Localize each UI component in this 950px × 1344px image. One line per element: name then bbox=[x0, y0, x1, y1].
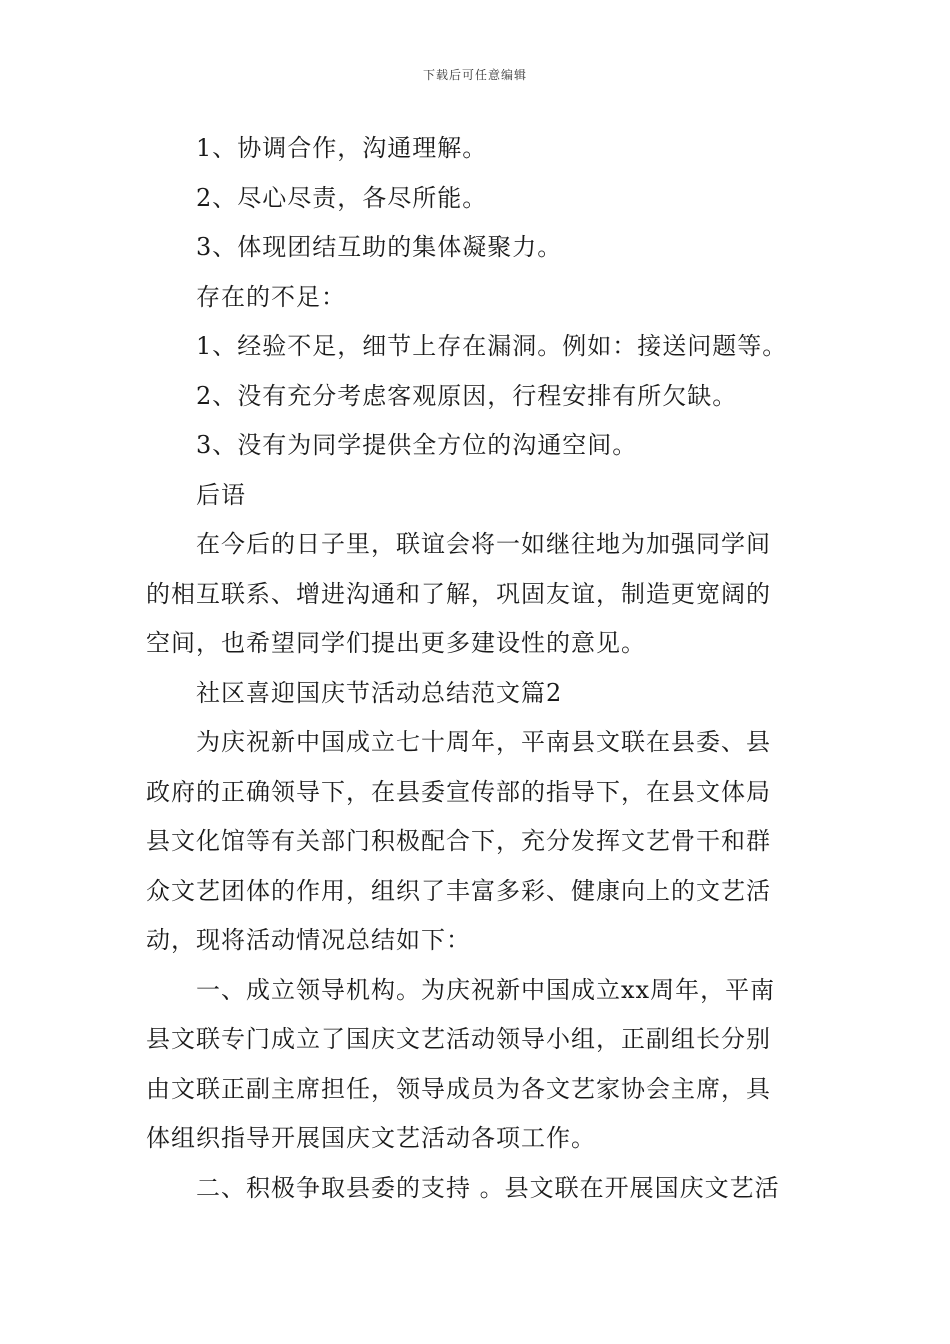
text-line: 县文化馆等有关部门积极配合下，充分发挥文艺骨干和群 bbox=[146, 827, 771, 855]
text-line: 3、没有为同学提供全方位的沟通空间。 bbox=[196, 431, 638, 459]
text-line: 县文联专门成立了国庆文艺活动领导小组，正副组长分别 bbox=[146, 1025, 771, 1053]
text-line: 2、没有充分考虑客观原因，行程安排有所欠缺。 bbox=[196, 381, 738, 410]
page-header-note: 下载后可任意编辑 bbox=[422, 68, 527, 82]
text-line: 2、尽心尽责，各尽所能。 bbox=[196, 183, 488, 212]
text-line: 众文艺团体的作用，组织了丰富多彩、健康向上的文艺活 bbox=[146, 876, 771, 905]
text-line: 在今后的日子里，联谊会将一如继往地为加强同学间 bbox=[196, 530, 771, 558]
text-line: 空间，也希望同学们提出更多建设性的意见。 bbox=[146, 629, 646, 657]
text-line: 政府的正确领导下，在县委宣传部的指导下，在县文体局 bbox=[146, 777, 771, 806]
text-line: 3、体现团结互助的集体凝聚力。 bbox=[196, 233, 563, 261]
text-line: 后语 bbox=[196, 480, 246, 509]
text-line: 存在的不足： bbox=[196, 282, 346, 311]
document-body bbox=[146, 124, 806, 1213]
text-line: 体组织指导开展国庆文艺活动各项工作。 bbox=[146, 1124, 596, 1152]
text-line: 一、成立领导机构。为庆祝新中国成立xx周年，平南 bbox=[196, 975, 776, 1004]
text-line: 1、经验不足，细节上存在漏洞。例如：接送问题等。 bbox=[196, 332, 788, 360]
text-line: 1、协调合作，沟通理解。 bbox=[196, 134, 488, 162]
text-line: 动，现将活动情况总结如下： bbox=[146, 926, 471, 954]
text-line: 的相互联系、增进沟通和了解，巩固友谊，制造更宽阔的 bbox=[146, 579, 771, 608]
text-line: 二、积极争取县委的支持 。县文联在开展国庆文艺活 bbox=[196, 1173, 780, 1202]
text-line: 为庆祝新中国成立七十周年，平南县文联在县委、县 bbox=[196, 728, 771, 756]
text-line: 由文联正副主席担任，领导成员为各文艺家协会主席，具 bbox=[146, 1074, 771, 1103]
text-line: 社区喜迎国庆节活动总结范文篇2 bbox=[196, 678, 563, 707]
